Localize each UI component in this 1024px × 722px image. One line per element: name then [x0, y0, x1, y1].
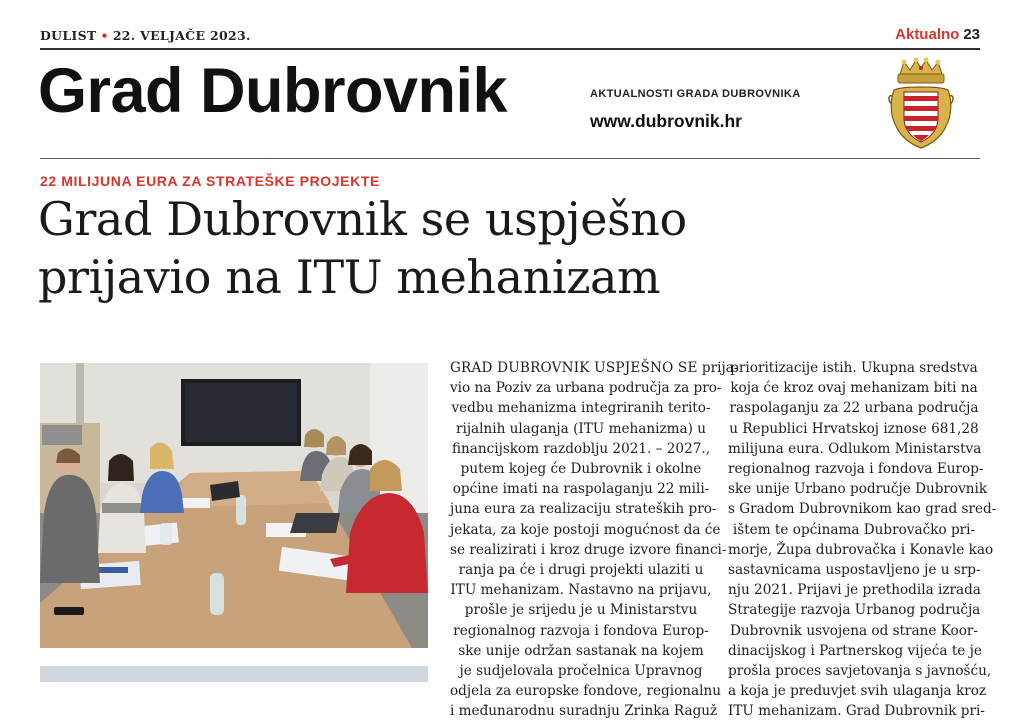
column-1-line: financijskom razdoblju 2021. – 2027.,: [451, 440, 711, 457]
column-2-line: prošla proces savjetovanja s javnošću,: [728, 663, 992, 680]
masthead-rule: [40, 158, 980, 159]
column-2-line: milijuna eura. Odlukom Ministarstva: [728, 440, 982, 457]
page-number: 23: [963, 26, 980, 43]
column-2-line: a koja je preduvjet svih ulaganja kroz: [728, 683, 987, 700]
separator-dot: •: [100, 28, 109, 43]
article-headline: [38, 190, 968, 306]
column-2-line: prioritizacije istih. Ukupna sredstva: [730, 360, 978, 376]
column-2-line: koja će kroz ovaj mehanizam biti na: [730, 380, 978, 397]
column-2-line: regionalnog razvoja i fondova Europ-: [728, 461, 984, 478]
article-column-2: [728, 358, 997, 722]
issue-date: 22. VELJAČE 2023.: [112, 28, 251, 43]
column-1-line: rijalnih ulaganja (ITU mehanizma) u: [455, 420, 707, 437]
column-1-line: ranja pa će i drugi projekti ulaziti u: [458, 562, 704, 579]
column-1-line: općine imati na raspolaganju 22 mili-: [452, 481, 710, 498]
column-2-line: u Republici Hrvatskoj iznose 681,28: [729, 420, 979, 437]
column-2-line: nju 2021. Prijavi je prethodila izrada: [728, 582, 981, 599]
column-1-line: se realizirati i kroz druge izvore financi-: [450, 541, 727, 558]
masthead-title: Grad Dubrovnik: [38, 56, 508, 126]
column-2-line: ištem te općinama Dubrovačko pri-: [732, 521, 976, 538]
column-2-line: morje, Župa dubrovačka i Konavle kao: [728, 541, 994, 558]
column-1-line: vedbu mehanizma integriranih terito-: [451, 400, 711, 417]
publication-info: [40, 28, 251, 43]
column-1-line: je sudjelovala pročelnica Upravnog: [459, 663, 703, 680]
website-url: www.dubrovnik.hr: [590, 111, 742, 131]
column-2-line: sastavnicama uspostavljeno je u srp-: [728, 562, 981, 579]
column-1-line: regionalnog razvoja i fondova Europ-: [453, 622, 709, 639]
section-info: [895, 26, 980, 43]
dubrovnik-coat-of-arms-icon: [888, 56, 954, 152]
headline-line-2: prijavio na ITU mehanizam: [38, 250, 661, 304]
section-name: Aktualno: [895, 26, 960, 43]
column-1-line: jekata, za koje postoji mogućnost da će: [450, 521, 721, 538]
column-1-line: GRAD DUBROVNIK USPJEŠNO SE prija-: [450, 360, 739, 376]
page-header: [40, 28, 980, 48]
column-2-line: ITU mehanizam. Grad Dubrovnik pri-: [728, 703, 985, 720]
column-1-line: i međunarodnu suradnju Zrinka Raguž: [450, 703, 718, 720]
column-1-line: ske unije održan sastanak na kojem: [458, 642, 704, 659]
column-1-line: putem kojeg će Dubrovnik i okolne: [460, 461, 702, 478]
headline-line-1: Grad Dubrovnik se uspješno: [38, 192, 687, 246]
publication-name: DULIST: [40, 28, 97, 43]
meeting-photo: [40, 363, 428, 648]
column-2-line: ske unije Urbano područje Dubrovnik: [728, 481, 988, 498]
column-2-line: Dubrovnik usvojena od strane Koor-: [729, 622, 979, 639]
column-1-line: prošle je srijedu je u Ministarstvu: [464, 602, 698, 619]
column-1-line: odjela za europske fondove, regionalnu: [450, 683, 721, 700]
lead-in: GRAD DUBROVNIK USPJEŠNO SE: [450, 360, 698, 376]
column-2-line: Strategije razvoja Urbanog područja: [728, 602, 981, 619]
column-2-line: dinacijskog i Partnerskog vijeća te je: [728, 642, 982, 659]
masthead-tagline: AKTUALNOSTI GRADA DUBROVNIKA: [590, 88, 801, 100]
column-1-line: ITU mehanizam. Nastavno na prijavu,: [450, 582, 712, 599]
header-rule: [40, 48, 980, 50]
article-kicker: 22 MILIJUNA EURA ZA STRATEŠKE PROJEKTE: [40, 173, 380, 189]
photo-caption-bar: [40, 666, 428, 682]
article-column-1: [450, 358, 739, 722]
column-2-line: raspolaganju za 22 urbana područja: [729, 400, 979, 417]
column-1-line: juna eura za realizaciju strateških pro-: [450, 501, 717, 518]
column-2-line: s Gradom Dubrovnikom kao grad sred-: [728, 501, 997, 518]
column-1-line: vio na Poziv za urbana područja za pro-: [450, 380, 722, 397]
